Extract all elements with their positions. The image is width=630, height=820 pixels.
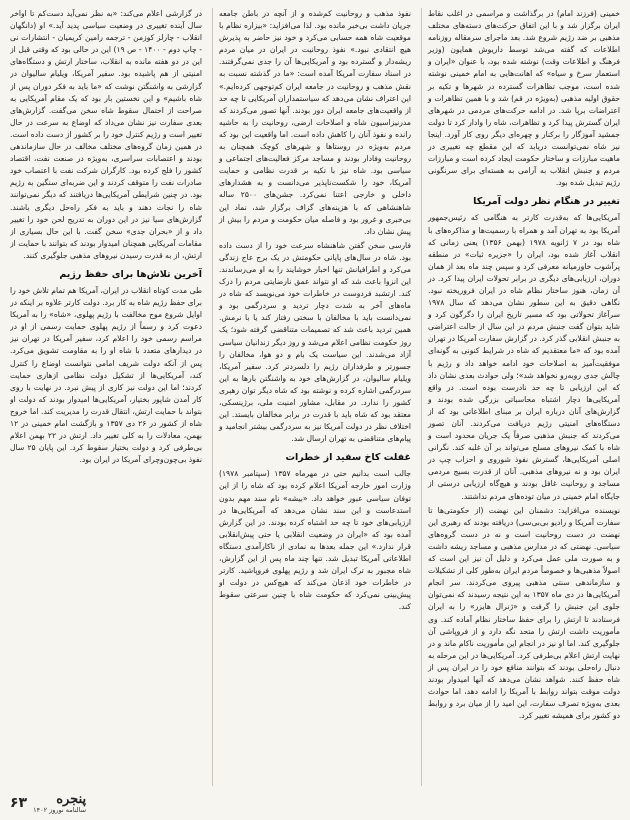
paragraph: خمینی (فرزند امام) در برگذاشت و مراسمی در اغلب نقاط ایران برگزار شد و با این اتفاق حرکت‌های دسته‌های مختلف مذهبی بر ضد رژیم شروع شد. بعد ماجرای سرمقاله روزنامه اطلاعات که گفته می‌شد توسط داریوش همایون (وزیر فرهنگ و اطلاعات وقت) نوشته شده بود، با عنوان «ایران و استعمار سرخ و سیاه» که اهانت‌هایی به امام خمینی نوشته شده است، موجب تظاهرات گسترده در شهرها و تکیه بر حقوق اولیه مذهبی (به‌ویژه در قم) شد و با همین تظاهرات و اعتراضات برپا شد. در ادامه حرکت‌های مردمی در شهرهای ایران گسترش پیدا کرد و تظاهرات، شاه را وادار کرد تا دولت جمشید آموزگار را برکنار و چهره‌ای دیگر روی کار آورد. اینجا نیز شاه نمی‌توانست دریابد که این مقطع چه تغییری در ماهیت مبارزات و ساختار حکومت ایجاد کرده است و مبارزات مردم و جنبش انقلاب به آرامی به هسته‌ای برای سرنگونی رژیم تبدیل شده بود. bbox=[428, 9, 620, 188]
paragraph: جالب است بدانیم حتی در مهرماه ۱۳۵۷ (سپتامبر ۱۹۷۸) وزارت امور خارجه آمریکا اعلام کرده بود که شاه را از این توفان سیاسی عبور خواهد داد. «بیشه» نام سند مهم بدون استدعاست و این سند نشان می‌دهد که آمریکایی‌ها در ارزیابی‌های خود تا چه حد اشتباه کرده بودند. در این گزارش آمده بود که «ایران در وضعیت انقلابی یا حتی پیش‌انقلابی قرار ندارد.» این جمله بعدها به نمادی از ناکارآمدی دستگاه اطلاعاتی آمریکا تبدیل شد. تنها چند ماه پس از این گزارش، شاه مجبور به ترک ایران شد و رژیم پهلوی فروپاشید. کارتر در خاطرات خود اذعان می‌کند که هیچ‌کس در دولت او پیش‌بینی نمی‌کرد که حکومت شاه با چنین سرعتی سقوط کند. bbox=[219, 469, 411, 612]
section-heading: تغییر در هنگام نظر دولت آمریکا bbox=[473, 196, 620, 208]
article-columns bbox=[10, 8, 620, 786]
issue-date: سالنامه نوروز ۱۴۰۲ bbox=[33, 805, 87, 814]
page-number: ۶۳ bbox=[10, 795, 28, 811]
paragraph: نویسنده می‌افزاید: دشمنان این نهضت (از حکومتی‌ها تا سفارت آمریکا و رادیو بی‌بی‌سی) دریافته بودند که رهبری این نهضت در دست روحانیت است و نه در دست گروه‌های سیاسی. نهضتی که در مدارس مذهبی و مساجد ریشه داشت و به صورت ملی عمل می‌کرد و دلیل آن نیز این است که اصولاً مذهبی‌ها و خصوصاً مردم ایران به‌طور کلی از تشکیلات و سازماندهی سنتی مذهبی پیروی می‌کردند. سر انجام آمریکایی‌ها در دی ماه ۱۳۵۷ به این نتیجه رسیدند که نمی‌توان جلوی این جنبش را گرفت و «ژنرال هایزر» را به ایران فرستادند تا ارتش را برای حفظ ساختار نظام آماده کند. وی مأموریت داشت ارتش را متحد نگه دارد و از فروپاشی آن جلوگیری کند. اما او نیز در انجام این مأموریت ناکام ماند و در نهایت ارتش اعلام بی‌طرفی کرد. آمریکایی‌ها در این مرحله به دنبال راه‌حلی بودند که بتوانند منافع خود را در ایران پس از شاه حفظ کنند. شواهد نشان می‌دهد که آنها امیدوار بودند دولت موقت بتواند روابط با آمریکا را ادامه دهد، اما حوادث بعدی به‌ویژه تصرف سفارت، این امید را از میان برد و روابط دو کشور برای همیشه تغییر کرد. bbox=[428, 505, 620, 721]
section-heading: آخرین تلاش‌ها برای حفظ رژیم bbox=[59, 268, 202, 280]
paragraph: نفوذ مذهب و روحانیت کم‌شده و از آنچه در باطن جامعه جریان داشت بی‌خبر مانده بود. لذا می‌افزاید: «بیزاره نظام با موقعیت شاه همه حسابی می‌کرد و خود نیز حاضر به پذیرش هیچ انتقادی نبود.» نفوذ روحانیت در ایران در میان مردم ریشه‌دار و گسترده بود و آمریکایی‌ها آن را جدی نمی‌گرفتند. در اسناد سفارت آمریکا آمده است: «ما در گذشته نسبت به نقش مذهب و روحانیت در جامعه ایران کم‌توجهی کرده‌ایم.» این اعتراف نشان می‌دهد که سیاستمداران آمریکایی تا چه حد از واقعیت‌های جامعه ایران دور بودند. آنها تصور می‌کردند که مدرنیزاسیون شاه و اصلاحات ارضی، روحانیت را به حاشیه رانده و نفوذ آنان را کاهش داده است. اما واقعیت این بود که مردم به‌ویژه در روستاها و شهرهای کوچک همچنان به روحانیت وفادار بودند و مساجد مرکز فعالیت‌های اجتماعی و سیاسی بود. شاه نیز با تکیه بر قدرت نظامی و حمایت آمریکا، خود را شکست‌ناپذیر می‌دانست و به هشدارهای داخلی و خارجی اعتنا نمی‌کرد. جشن‌های ۲۵۰۰ ساله شاهنشاهی که با هزینه‌های گزاف برگزار شد، نماد این بی‌خبری و غرور بود و فاصله میان حکومت و مردم را بیش از پیش نشان داد. bbox=[219, 9, 411, 236]
column-middle bbox=[212, 8, 411, 786]
paragraph: فارسی سخن گفتن شاهنشاه سرعت خود را از دست داده بود. شاه در سال‌های پایانی حکومتش در یک برج عاج زندگی می‌کرد و اطرافیانش تنها اخبار خوشایند را به او می‌رساندند. این انزوا باعث شد که او نتواند عمق نارضایتی مردم را درک کند. ارتشبد فردوست در خاطرات خود می‌نویسد که شاه در ماه‌های آخر به شدت دچار تردید و سردرگمی بود و نمی‌دانست باید با مخالفان با سختی رفتار کند یا با نرمش. همین تردید باعث شد که تصمیمات متناقضی گرفته شود؛ یک روز حکومت نظامی اعلام می‌شد و روز دیگر زندانیان سیاسی آزاد می‌شدند. این سیاست یک بام و دو هوا، مخالفان را جسورتر و طرفداران رژیم را دلسردتر کرد. سفیر آمریکا، ویلیام سالیوان، در گزارش‌های خود به واشنگتن بارها به این سردرگمی اشاره کرده و نوشته بود که شاه دیگر توان رهبری کشور را ندارد. در مقابل، مشاور امنیت ملی، برژینسکی، معتقد بود که شاه باید با قدرت در برابر مخالفان بایستد. این اختلاف نظر در دولت آمریکا نیز به سردرگمی بیشتر انجامید و پیام‌های متناقضی به تهران ارسال شد. bbox=[219, 240, 411, 444]
column-right bbox=[421, 8, 620, 786]
magazine-masthead bbox=[33, 793, 86, 814]
column-left bbox=[10, 8, 202, 786]
page-footer bbox=[10, 790, 130, 816]
section-heading: غفلت کاخ سفید از خطرات bbox=[285, 452, 411, 464]
paragraph: در گزارشی اعلام می‌کند: «به نظر نمی‌آید دست‌کم تا اواخر سال آینده تغییری در وضعیت سیاسی پدید آید.» او (دانگهان انقلاب - چارلز کوزمن - ترجمه رامین کریمیان - انتشارات نی - چاپ دوم - ۱۴۰۰ - ص ۱۹) این در حالی بود که وقتی قبل از این در دو هفته مانده به انقلاب، ساختار ارتش و دستگاه‌های امنیتی از هم پاشیده بود. سفیر آمریکا، ویلیام سالیوان در گزارشی به واشنگتن نوشت که «ما باید به فکر دوران پس از شاه باشیم» و این نخستین بار بود که یک مقام آمریکایی به صراحت از احتمال سقوط شاه سخن می‌گفت. گزارش‌های بعدی سفارت نیز نشان می‌داد که اوضاع به سرعت در حال تغییر است و رژیم کنترل خود را بر کشور از دست داده است. در همین زمان گروه‌های مختلف مخالف در حال سازماندهی بودند و اعتصابات سراسری، به‌ویژه در صنعت نفت، اقتصاد کشور را فلج کرده بود. کارگران شرکت نفت با اعتصاب خود صادرات نفت را متوقف کردند و این ضربه‌ای سنگین به رژیم بود. در چنین شرایطی آمریکایی‌ها دریافتند که دیگر نمی‌توانند شاه را نجات دهند و باید به فکر راه‌حل دیگری باشند. گزارش‌های سیا نیز در این دوران به تدریج لحن خود را تغییر داد و از «بحران جدی» سخن گفت. با این حال بسیاری از مقامات آمریکایی همچنان امیدوار بودند که بتوانند با حمایت از ارتش، از به قدرت رسیدن نیروهای مذهبی جلوگیری کنند. bbox=[10, 9, 202, 260]
magazine-logo: پنجره bbox=[56, 791, 87, 807]
paragraph: طی مدت کوتاه انقلاب در ایران، آمریکا هم تمام تلاش خود را برای حفظ رژیم شاه به کار برد. دولت کارتر علاوه بر اینکه در اوایل شروع موج مخالفت با رژیم پهلوی، «شاه» را به آمریکا دعوت کرد و رسماً از رژیم پهلوی حمایت رسمی از او در مراسم رسمی خود را اعلام کرد، سفیر آمریکا در تهران نیز در دیدارهای متعدد با شاه او را به مقاومت تشویق می‌کرد. پس از آنکه دولت شریف امامی نتوانست اوضاع را کنترل کند، آمریکایی‌ها از تشکیل دولت نظامی ازهاری حمایت کردند؛ اما این دولت نیز کاری از پیش نبرد. در نهایت با روی کار آمدن شاپور بختیار، آمریکایی‌ها امیدوار بودند که دولت او بتواند با حمایت ارتش، انتقال قدرت را مدیریت کند. اما خروج شاه از کشور در ۲۶ دی ۱۳۵۷ و بازگشت امام خمینی در ۱۲ بهمن، معادلات را به کلی تغییر داد. ارتش در ۲۲ بهمن اعلام بی‌طرفی کرد و دولت بختیار سقوط کرد. این پایان ۲۵ سال نفوذ بی‌چون‌وچرای آمریکا در ایران بود. bbox=[10, 285, 202, 465]
paragraph: آمریکایی‌ها که به‌قدرت کارتر به هنگامی که رئیس‌جمهور آمریکا بود به تهران آمد و همراه با رسمیت‌ها و مذاکره‌های با شاه بود در ۷ ژانویه ۱۹۷۸ (بهمن ۱۳۵۶) یعنی زمانی که انقلاب آغاز شده بود، ایران را «جزیره ثبات» در منطقه پرآشوب خاورمیانه معرفی کرد و سپس چند ماه بعد از همان دوران، ارزیابی‌های دیگری در برابر تحولات ایران پیدا کرد. در آن زمان، هنوز ساختار نظام شاه در ایران فروریخته نبود. نگاهی دقیق به این سطور نشان می‌دهد که سال ۱۹۷۸ سرآغاز تحولاتی بود که مسیر تاریخ ایران را دگرگون کرد و شاید بتوان گفت جنبش مردم در این سال از حالت اعتراضی به جنبش انقلابی گذر کرد. در گزارش سفارت آمریکا در تهران آمده بود که «ما معتقدیم که شاه در شرایط کنونی به گونه‌ای موفقیت‌آمیز به اصلاحات خود ادامه خواهد داد و رژیم با چالش جدی روبه‌رو نخواهد شد»؛ ولی حوادث بعدی نشان داد که این ارزیابی تا چه حد نادرست بوده است. در واقع آمریکایی‌ها دچار اشتباه محاسباتی بزرگی شده بودند و گزارش‌های آنان درباره ایران بر مبنای اطلاعاتی بود که از دستگاه‌های امنیتی رژیم دریافت می‌کردند. آنان تصور می‌کردند که جنبش مذهبی صرفاً یک جریان محدود است و شاه با کمک نیروهای مسلح می‌تواند بر آن غلبه کند. نگرانی اصلی آمریکایی‌ها، گسترش نفوذ شوروی و احزاب چپ در ایران بود و نه نیروهای مذهبی. آنان از قدرت بسیج مردمی مساجد و روحانیت غافل بودند و هیچ‌گاه ارزیابی درستی از جایگاه امام خمینی در میان توده‌های مردم نداشتند. bbox=[428, 213, 620, 501]
